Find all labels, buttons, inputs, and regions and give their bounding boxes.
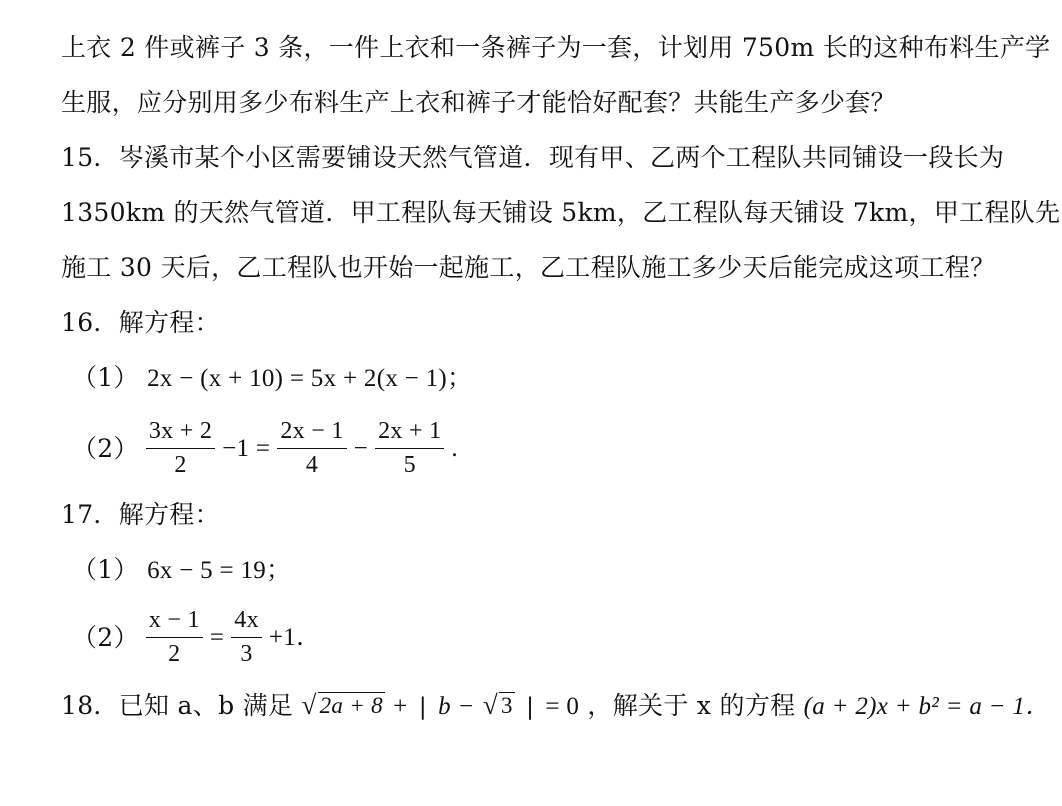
math-operator: − [353,434,369,462]
problem-17-part-1 [72,557,291,583]
absolute-value-open: | [418,694,427,720]
fraction-denominator: 5 [403,451,416,478]
problem-17-part-2 [72,606,321,669]
square-root-content: 2a + 8 [319,693,383,718]
fraction-denominator: 2 [174,451,187,478]
fraction-numerator: x − 1 [146,606,203,638]
fraction-numerator: 3x + 2 [146,417,215,449]
problem-15-line-2: 1350km 的天然气管道．甲工程队每天铺设 5km，乙工程队每天铺设 7km，甲工程队先 [61,198,1061,227]
equation-text: (a + 2)x + b² = a − 1． [803,693,1051,720]
problem-16-part-2 [72,417,458,480]
problem-14-text-line-1: 上衣 2 件或裤子 3 条，一件上衣和一条裤子为一套，计划用 750m 长的这种布料生产学 [61,33,1051,62]
problem-15-line-3: 施工 30 天后，乙工程队也开始一起施工，乙工程队施工多少天后能完成这项工程？ [61,253,996,282]
math-operator: +1． [268,623,322,651]
fraction-denominator: 3 [240,640,253,667]
part-label: （1） [72,363,139,392]
part-label: （1） [72,555,139,584]
fraction-denominator: 4 [305,451,319,478]
math-operator: . [451,434,458,462]
absolute-value-expression: b − [438,693,475,720]
fraction-numerator: 4x [231,606,262,638]
problem-15-line-1: 15．岑溪市某个小区需要铺设天然气管道．现有甲、乙两个工程队共同铺设一段长为 [61,143,1005,172]
fraction [231,606,262,669]
equals-zero: = 0 [545,693,580,720]
problem-16-title: 16．解方程： [61,308,220,337]
math-operator: −1 = [222,434,271,462]
problem-16-part-1 [72,365,472,391]
problem-18-line [61,692,1051,719]
part-label: （2） [72,433,139,463]
square-root-expression [301,692,384,719]
part-label: （2） [72,622,139,652]
fraction [146,417,215,480]
fraction [375,417,444,480]
square-root-symbol: √ [482,690,499,720]
fraction-denominator: 2 [168,640,181,667]
square-root-symbol: √ [301,690,317,720]
fraction-equation [72,417,458,480]
square-root-expression [483,692,515,719]
absolute-value-close: | [526,694,535,720]
equation-text: 6x − 5 = 19； [147,557,292,584]
fraction-numerator: 2x + 1 [375,417,444,449]
math-operator: = [209,623,225,651]
math-operator: + [393,693,408,720]
fraction-equation [72,606,321,669]
fraction [146,606,203,669]
fraction [277,417,346,480]
problem-14-text-line-2: 生服，应分别用多少布料生产上衣和裤子才能恰好配套？共能生产多少套？ [61,88,896,117]
fraction-numerator: 2x − 1 [277,417,346,449]
problem-17-title: 17．解方程： [61,500,220,529]
square-root-content: 3 [501,693,513,718]
equation-text: 2x − (x + 10) = 5x + 2(x − 1)； [147,365,473,392]
problem-18-prefix: 18．已知 a、b 满足 [61,691,294,720]
problem-18-suffix: ，解关于 x 的方程 [587,691,796,720]
